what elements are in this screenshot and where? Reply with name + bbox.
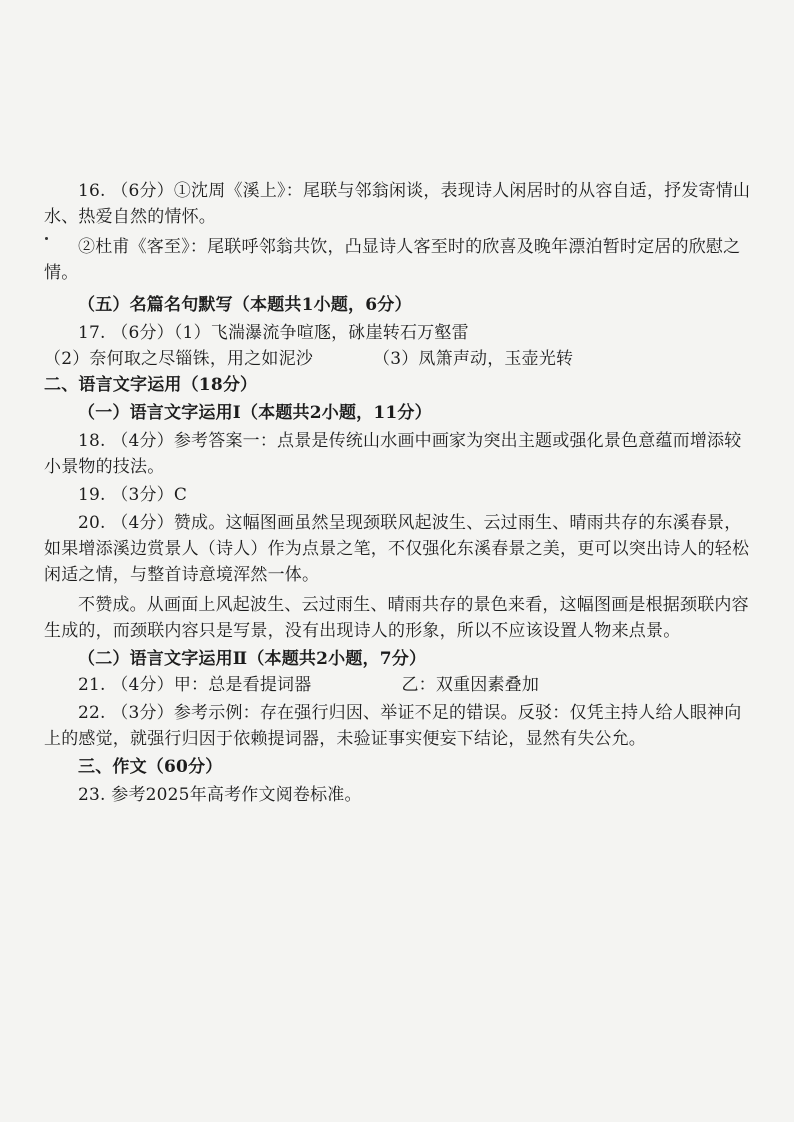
q17-answer-part1: 17. （6分）（1）飞湍瀑流争喧豗，砯崖转石万壑雷 xyxy=(78,323,469,343)
q17-answer-row2 xyxy=(44,346,758,372)
q17-answer-part2: （2）奈何取之尽锱铢，用之如泥沙 xyxy=(44,349,314,369)
q22-answer: 22. （3分）参考示例：存在强行归因、举证不足的错误。反驳：仅凭主持人给人眼神向上的感觉，就强行归因于依赖提词器，未验证事实便妄下结论，显然有失公允。 xyxy=(44,703,742,749)
q16-answer-line1: 16. （6分）①沈周《溪上》：尾联与邻翁闲谈，表现诗人闲居时的从容自适，抒发寄情山水、热爱自然的情怀。 xyxy=(44,181,751,227)
section2-title: 二、语言文字运用（18分） xyxy=(44,375,258,395)
q21-answer-part1: 21. （4分）甲：总是看提词器 xyxy=(78,675,312,695)
sub1-title: （一）语言文字运用Ⅰ（本题共2小题，11分） xyxy=(78,403,432,423)
q16-answer-line2: ②杜甫《客至》：尾联呼邻翁共饮，凸显诗人客至时的欣喜及晚年漂泊暂时定居的欣慰之情。 xyxy=(44,237,741,283)
answer-content xyxy=(44,178,758,808)
q18-answer: 18. （4分）参考答案一：点景是传统山水画中画家为突出主题或强化景色意蕴而增添较小景物的技法。 xyxy=(44,431,742,477)
q20-answer-para2: 不赞成。从画面上风起波生、云过雨生、晴雨共存的景色来看，这幅图画是根据颈联内容生成的，而颈联内容只是写景，没有出现诗人的形象，所以不应该设置人物来点景。 xyxy=(44,595,749,641)
q20-answer-para1: 20. （4分）赞成。这幅图画虽然呈现颈联风起波生、云过雨生、晴雨共存的东溪春景，如果增添溪边赏景人（诗人）作为点景之笔，不仅强化东溪春景之美，更可以突出诗人的轻松闲适之情，与整首诗意境浑然一体。 xyxy=(44,513,750,585)
q23-answer: 23. 参考2025年高考作文阅卷标准。 xyxy=(78,785,362,805)
section3-title: 三、作文（60分） xyxy=(78,757,223,777)
q17-answer-part3: （3）凤箫声动，玉壶光转 xyxy=(373,349,574,369)
section5-title: （五）名篇名句默写（本题共1小题，6分） xyxy=(78,295,412,315)
q19-answer: 19. （3分）C xyxy=(78,485,188,505)
q21-answer-row xyxy=(44,672,758,698)
q21-answer-part2: 乙：双重因素叠加 xyxy=(401,675,540,695)
sub2-title: （二）语言文字运用Ⅱ（本题共2小题，7分） xyxy=(78,649,427,669)
